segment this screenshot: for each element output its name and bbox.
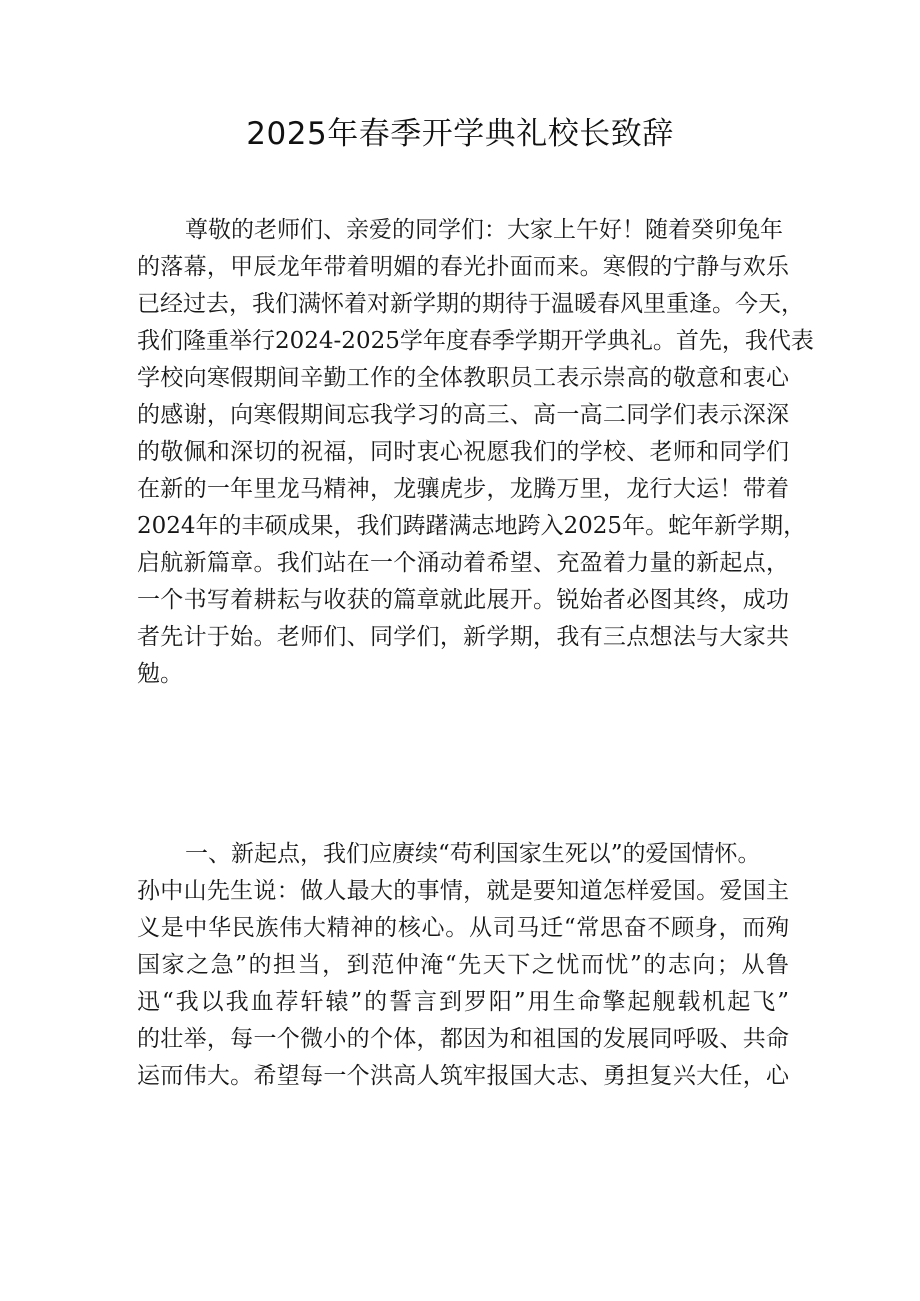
text-line: 义是中华民族伟大精神的核心。从司马迁“常思奋不顾身，而殉 bbox=[137, 915, 789, 941]
text-line: 已经过去，我们满怀着对新学期的期待于温暖春风里重逢。今天， bbox=[137, 291, 804, 317]
text-line: 一个书写着耕耘与收获的篇章就此展开。锐始者必图其终，成功 bbox=[137, 587, 789, 613]
text-line: 运而伟大。希望每一个洪高人筑牢报国大志、勇担复兴大任，心 bbox=[137, 1063, 789, 1089]
text-line: 迅“我以我血荐轩辕”的誓言到罗阳”用生命擎起舰载机起飞” bbox=[137, 989, 789, 1015]
text-line: 者先计于始。老师们、同学们，新学期，我有三点想法与大家共 bbox=[137, 624, 789, 650]
paragraph-1 bbox=[137, 212, 814, 693]
document-title: 2025年春季开学典礼校长致辞 bbox=[246, 116, 674, 152]
text-line: 国家之急”的担当，到范仲淹“先天下之忧而忧”的志向；从鲁 bbox=[137, 952, 789, 978]
text-line: 学校向寒假期间辛勤工作的全体教职员工表示崇高的敬意和衷心 bbox=[137, 365, 789, 391]
text-line: 一、新起点，我们应赓续“苟利国家生死以”的爱国情怀。 bbox=[185, 841, 761, 867]
text-line: 的落幕，甲辰龙年带着明媚的春光扑面而来。寒假的宁静与欢乐 bbox=[137, 254, 789, 280]
text-line: 我们隆重举行2024-2025学年度春季学期开学典礼。首先，我代表 bbox=[137, 328, 814, 354]
text-line: 的壮举，每一个微小的个体，都因为和祖国的发展同呼吸、共命 bbox=[137, 1026, 789, 1052]
text-line: 启航新篇章。我们站在一个涌动着希望、充盈着力量的新起点， bbox=[137, 550, 789, 576]
text-line: 勉。 bbox=[137, 661, 183, 687]
text-line: 尊敬的老师们、亲爱的同学们：大家上午好！随着癸卯兔年 bbox=[185, 217, 783, 243]
text-line: 在新的一年里龙马精神，龙骧虎步，龙腾万里，龙行大运！带着 bbox=[137, 476, 789, 502]
paragraph-2 bbox=[137, 836, 789, 1095]
text-line: 2024年的丰硕成果，我们踌躇满志地跨入2025年。蛇年新学期， bbox=[137, 513, 807, 539]
text-line: 的感谢，向寒假期间忘我学习的高三、高一高二同学们表示深深 bbox=[137, 402, 789, 428]
text-line: 孙中山先生说：做人最大的事情，就是要知道怎样爱国。爱国主 bbox=[137, 878, 789, 904]
text-line: 的敬佩和深切的祝福，同时衷心祝愿我们的学校、老师和同学们 bbox=[137, 439, 789, 465]
